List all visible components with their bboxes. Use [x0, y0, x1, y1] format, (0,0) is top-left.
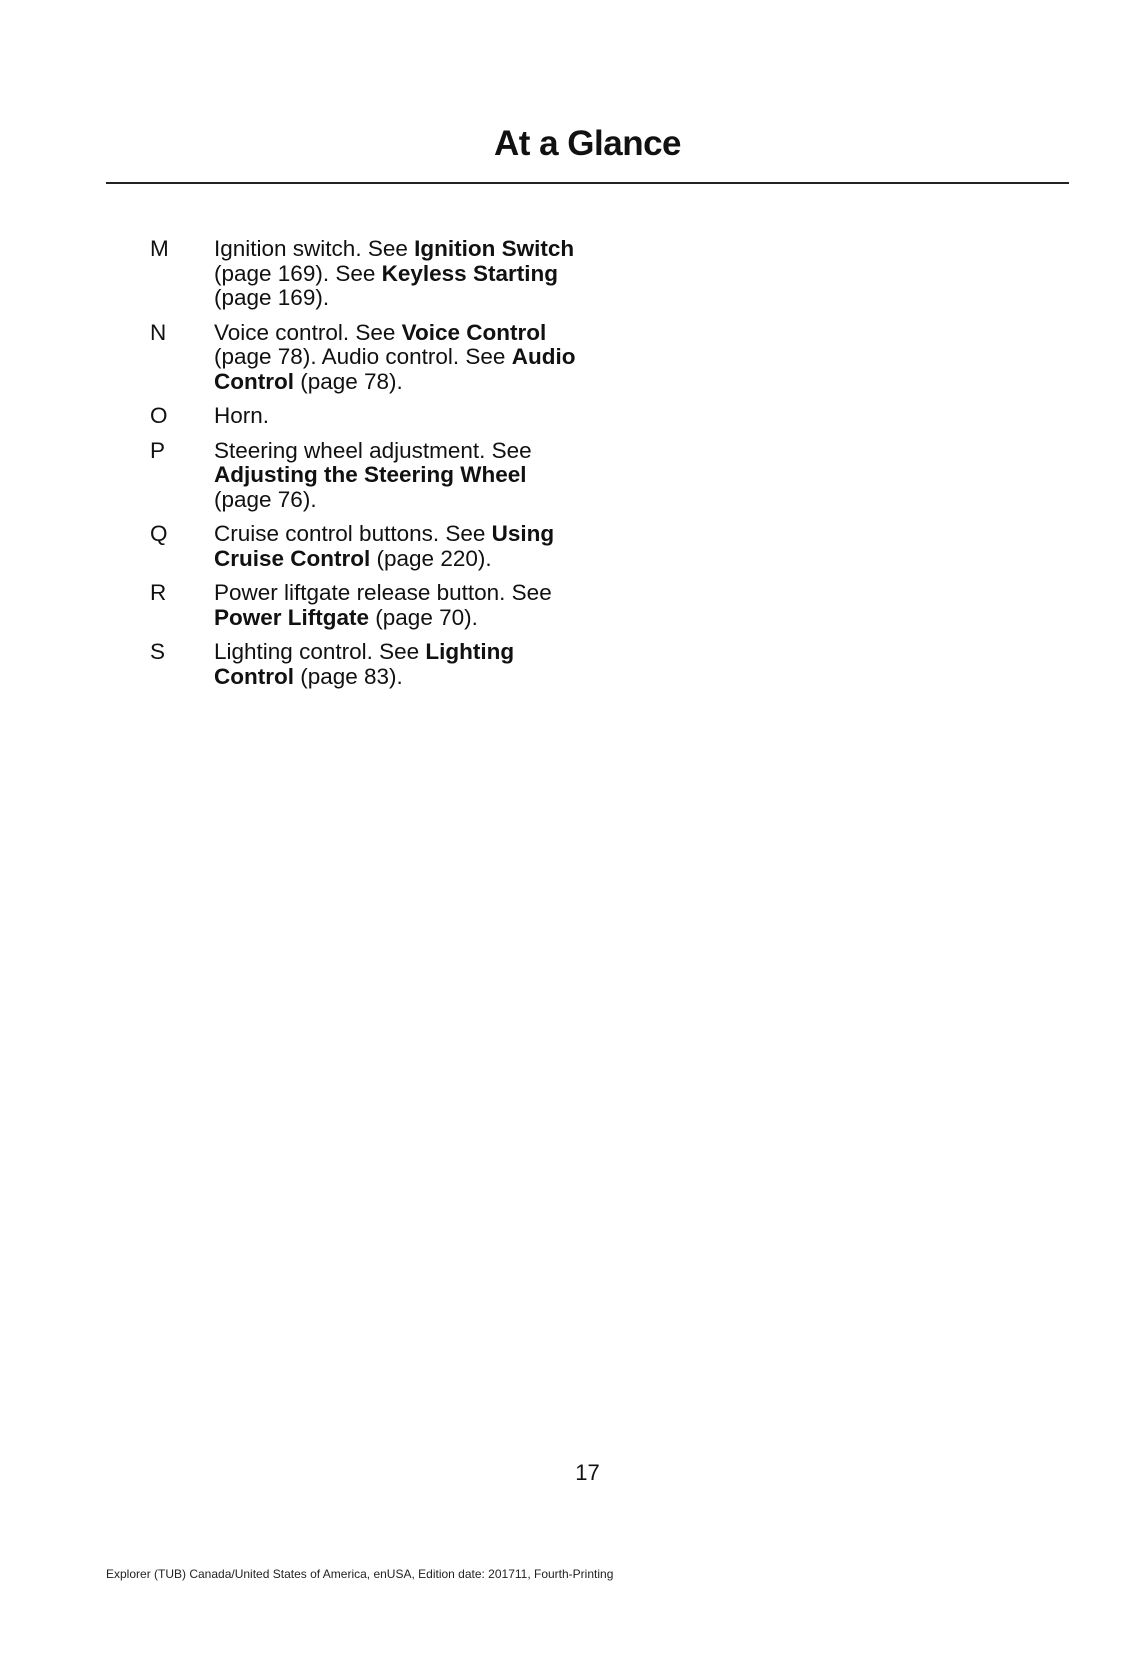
legend-item-letter: P [150, 437, 166, 463]
legend-item-letter: R [150, 580, 167, 605]
legend-item-n [150, 321, 580, 395]
legend-item-p [150, 439, 580, 513]
legend-item-letter: Q [150, 521, 168, 546]
legend-list [150, 237, 580, 699]
legend-item-m [150, 237, 580, 311]
description-text: Power liftgate release button. See [214, 580, 552, 605]
legend-item-description [214, 640, 580, 689]
legend-item-s [150, 640, 580, 689]
legend-item-description [214, 237, 580, 311]
legend-item-letter: M [150, 236, 169, 261]
description-text: Voice control. See [214, 319, 402, 345]
cross-reference-title: Keyless Starting [381, 260, 558, 286]
description-text: (page 169). See [214, 260, 382, 286]
description-text: (page 220). [370, 545, 492, 571]
page-number: 17 [575, 1460, 600, 1485]
legend-item-letter: O [150, 403, 168, 428]
description-text: (page 78). Audio control. See [214, 344, 512, 369]
description-text: (page 76). [214, 486, 317, 512]
cross-reference-title: Audio Control [214, 344, 576, 394]
description-text: (page 70). [369, 604, 478, 630]
page-title: At a Glance [493, 124, 682, 163]
footer-edition-text: Explorer (TUB) Canada/United States of America, enUSA, Edition date: 201711, Fourth-Printing [106, 1567, 614, 1581]
legend-item-o [150, 404, 580, 429]
description-text: (page 83). [293, 663, 403, 689]
description-text: (page 78). [293, 368, 403, 394]
legend-item-description [214, 522, 580, 571]
legend-item-description [214, 581, 580, 630]
cross-reference-title: Using Cruise Control [214, 521, 555, 571]
description-text: Steering wheel adjustment. See [214, 437, 532, 463]
description-text: Ignition switch. See [214, 236, 415, 261]
description-text: Cruise control buttons. See [214, 521, 492, 546]
cross-reference-title: Voice Control [401, 319, 547, 345]
legend-item-description [214, 404, 580, 429]
legend-item-description [214, 321, 580, 395]
description-text: (page 169). [214, 285, 330, 310]
description-text: Lighting control. See [214, 639, 426, 664]
legend-item-r [150, 581, 580, 630]
legend-item-q [150, 522, 580, 571]
title-divider [106, 182, 1069, 184]
legend-item-letter: S [150, 639, 166, 664]
cross-reference-title: Adjusting the Steering Wheel [214, 462, 527, 487]
cross-reference-title: Ignition Switch [414, 236, 575, 261]
legend-item-description [214, 439, 580, 513]
legend-item-letter: N [150, 319, 167, 345]
cross-reference-title: Lighting Control [214, 639, 515, 689]
description-text: Horn. [214, 403, 270, 428]
cross-reference-title: Power Liftgate [214, 604, 370, 630]
